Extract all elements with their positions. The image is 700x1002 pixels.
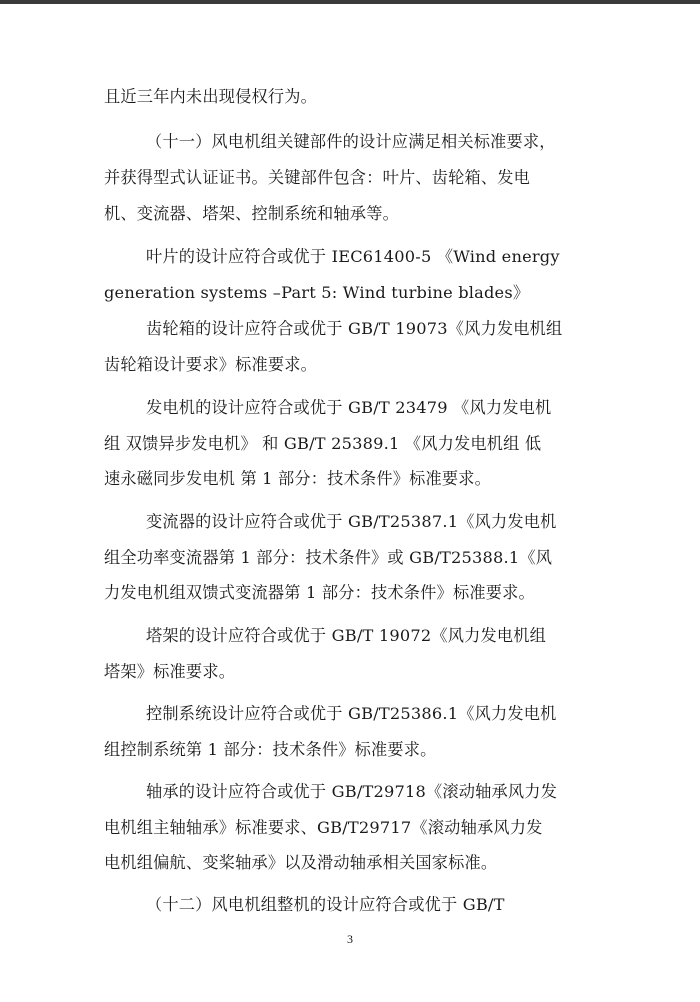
- text-line: 速永磁同步发电机 第 1 部分：技术条件》标准要求。: [104, 469, 492, 488]
- text-line: 电机组主轴轴承》标准要求、GB/T29717《滚动轴承风力发: [104, 818, 543, 837]
- text-line: 组全功率变流器第 1 部分：技术条件》或 GB/T25388.1《风: [104, 548, 553, 567]
- text-line: （十一）风电机组关键部件的设计应满足相关标准要求，: [146, 132, 556, 151]
- text-line: 塔架的设计应符合或优于 GB/T 19072《风力发电机组: [146, 626, 547, 645]
- text-line: 电机组偏航、变桨轴承》以及滑动轴承相关国家标准。: [104, 853, 498, 872]
- viewer-top-bar: [0, 0, 700, 4]
- text-line: 并获得型式认证证书。关键部件包含：叶片、齿轮箱、发电: [104, 168, 531, 187]
- text-line: 组 双馈异步发电机》 和 GB/T 25389.1 《风力发电机组 低: [104, 434, 542, 453]
- text-line: 变流器的设计应符合或优于 GB/T25387.1《风力发电机: [146, 512, 557, 531]
- text-line: 发电机的设计应符合或优于 GB/T 23479 《风力发电机: [146, 398, 552, 417]
- text-line: 齿轮箱的设计应符合或优于 GB/T 19073《风力发电机组: [146, 319, 563, 338]
- text-line: 且近三年内未出现侵权行为。: [104, 87, 318, 106]
- text-line: 控制系统设计应符合或优于 GB/T25386.1《风力发电机: [146, 704, 557, 723]
- text-line: 力发电机组双馈式变流器第 1 部分：技术条件》标准要求。: [104, 583, 535, 602]
- text-line: 叶片的设计应符合或优于 IEC61400-5 《Wind energy: [146, 247, 560, 266]
- text-line: （十二）风电机组整机的设计应符合或优于 GB/T: [146, 895, 505, 914]
- text-line: 轴承的设计应符合或优于 GB/T29718《滚动轴承风力发: [146, 782, 558, 801]
- text-line: generation systems –Part 5: Wind turbine blades》: [104, 283, 530, 302]
- page-number: 3: [347, 932, 353, 946]
- text-line: 塔架》标准要求。: [104, 662, 236, 681]
- text-line: 机、变流器、塔架、控制系统和轴承等。: [104, 204, 399, 223]
- text-line: 组控制系统第 1 部分：技术条件》标准要求。: [104, 740, 437, 759]
- text-line: 齿轮箱设计要求》标准要求。: [104, 355, 318, 374]
